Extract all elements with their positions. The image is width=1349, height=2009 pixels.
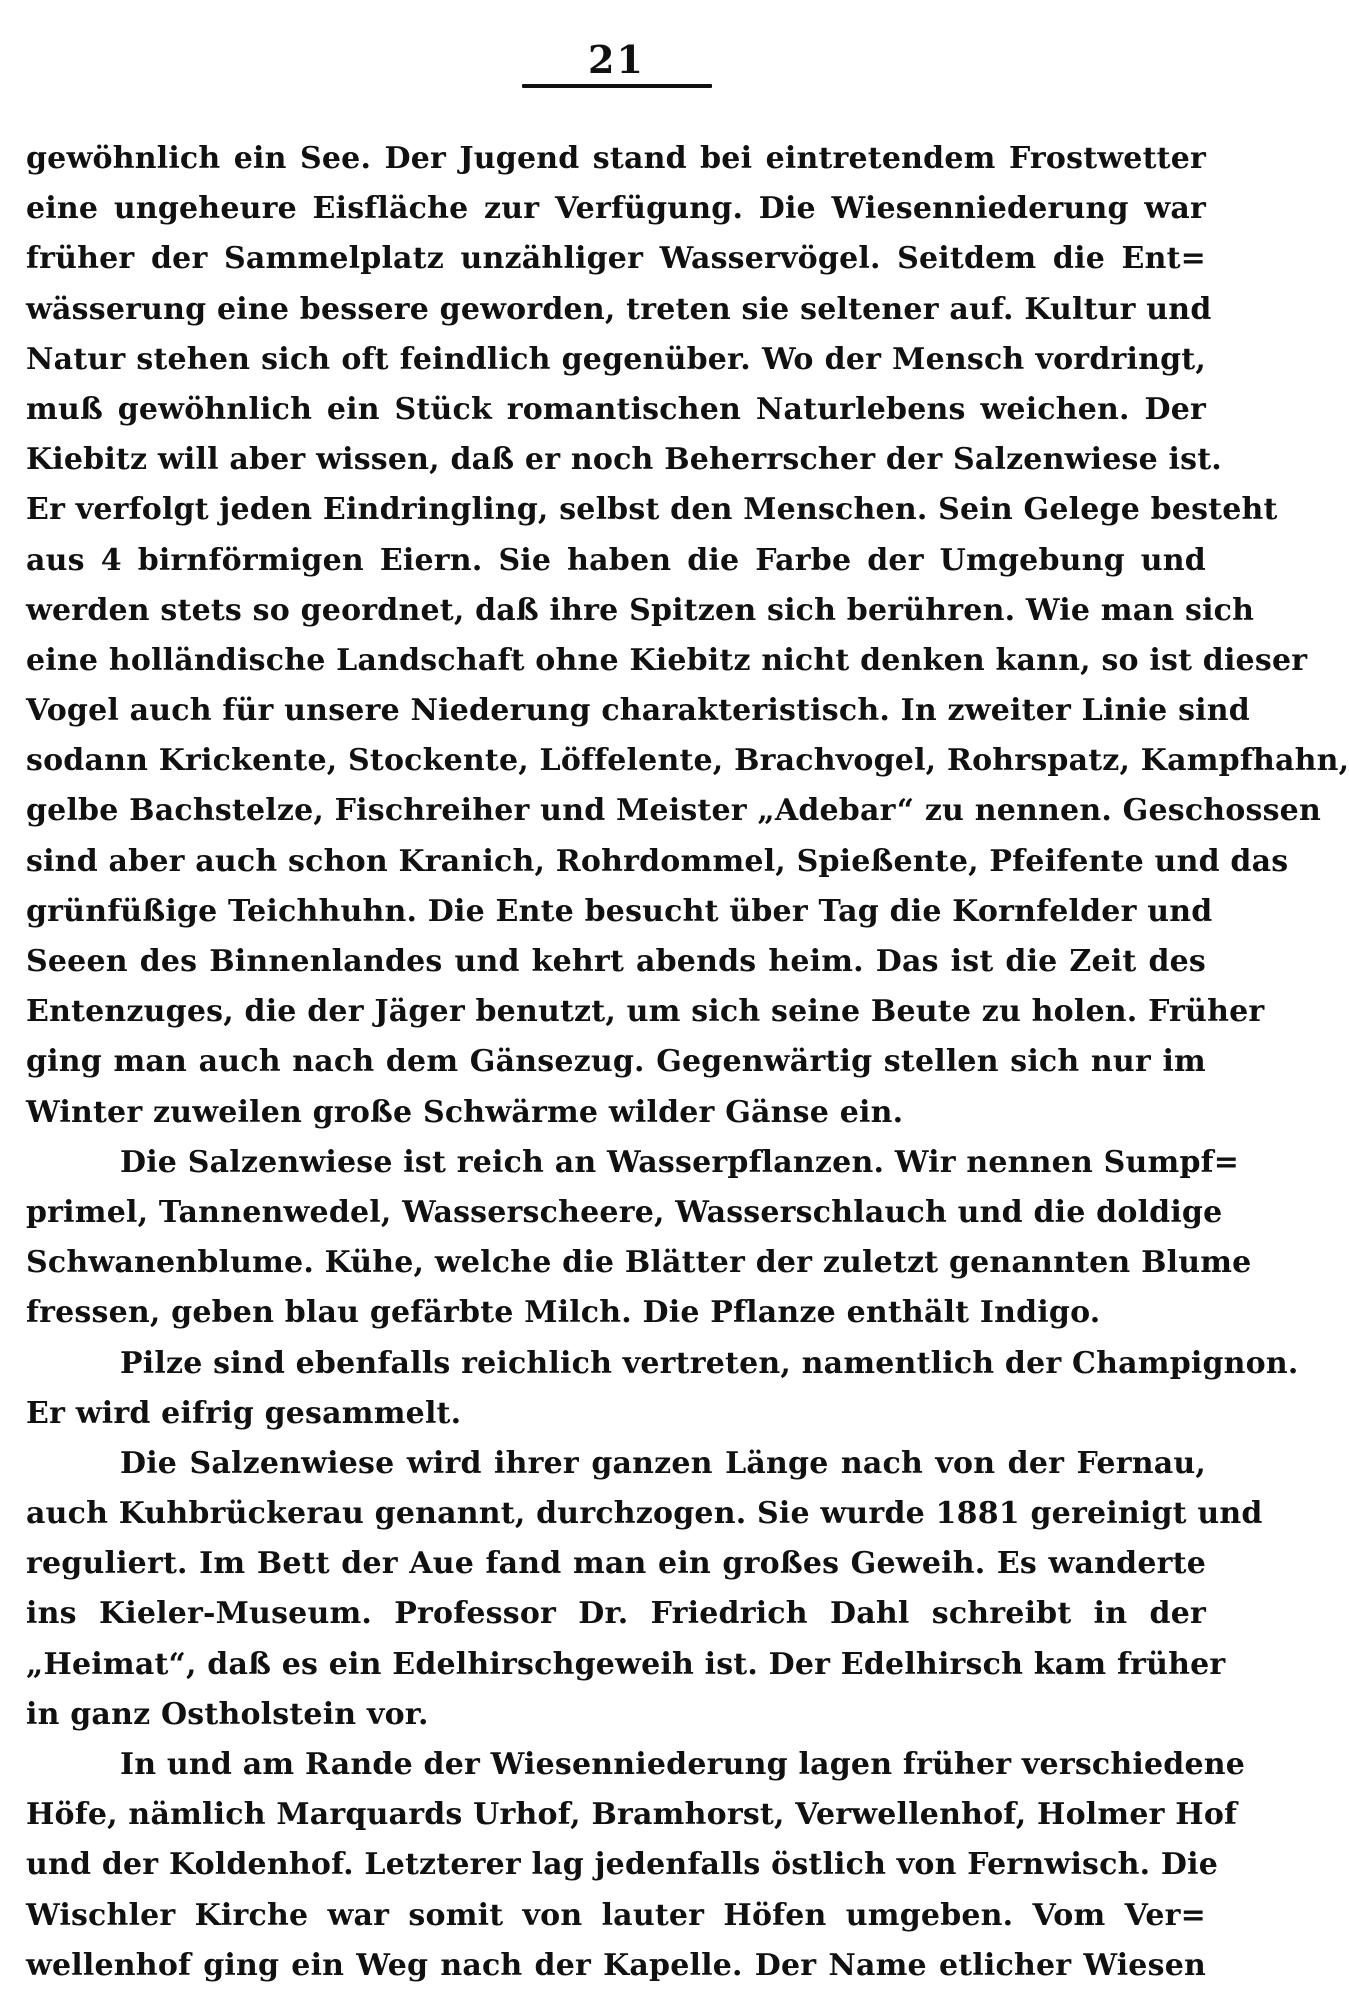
text-line: Wischler Kirche war somit von lauter Höfen umgeben. Vom Ver=	[26, 1897, 1206, 1933]
page-number: 21	[588, 37, 645, 82]
text-line: reguliert. Im Bett der Aue fand man ein großes Geweih. Es wanderte	[26, 1546, 1206, 1582]
text-line: Pilze sind ebenfalls reichlich vertreten, namentlich der Champignon.	[120, 1345, 1299, 1381]
text-line: Schwanenblume. Kühe, welche die Blätter der zuletzt genannten Blume	[26, 1245, 1252, 1281]
text-line: eine ungeheure Eisfläche zur Verfügung. Die Wiesenniederung war	[26, 191, 1206, 227]
text-line: Kiebitz will aber wissen, daß er noch Beherrscher der Salzenwiese ist.	[26, 442, 1222, 478]
text-line: primel, Tannenwedel, Wasserscheere, Wasserschlauch und die doldige	[26, 1194, 1223, 1230]
text-line: Er wird eifrig gesammelt.	[26, 1395, 462, 1431]
text-line: Entenzuges, die der Jäger benutzt, um sich seine Beute zu holen. Früher	[26, 994, 1265, 1030]
text-line: ins Kieler-Museum. Professor Dr. Friedrich Dahl schreibt in der	[26, 1596, 1206, 1632]
text-line: wellenhof ging ein Weg nach der Kapelle. Der Name etlicher Wiesen	[26, 1947, 1206, 1983]
text-line: in ganz Ostholstein vor.	[26, 1696, 429, 1732]
text-line: Höfe, nämlich Marquards Urhof, Bramhorst, Verwellenhof, Holmer Hof	[26, 1797, 1238, 1833]
text-line: sind aber auch schon Kranich, Rohrdommel, Spießente, Pfeifente und das	[26, 843, 1289, 879]
text-line: sodann Krickente, Stockente, Löffelente, Brachvogel, Rohrspatz, Kampfhahn,	[26, 743, 1349, 779]
text-line: Seeen des Binnenlandes und kehrt abends heim. Das ist die Zeit des	[26, 944, 1206, 979]
text-line: gewöhnlich ein See. Der Jugend stand bei eintretendem Frostwetter	[26, 141, 1206, 176]
text-line: aus 4 birnförmigen Eiern. Sie haben die Farbe der Umgebung und	[26, 542, 1206, 578]
text-line: Er verfolgt jeden Eindringling, selbst den Menschen. Sein Gelege besteht	[26, 492, 1278, 528]
text-line: ging man auch nach dem Gänsezug. Gegenwärtig stellen sich nur im	[26, 1044, 1206, 1080]
text-line: gelbe Bachstelze, Fischreiher und Meister „Adebar“ zu nennen. Geschossen	[26, 793, 1321, 829]
header-rule	[522, 84, 712, 88]
text-line: wässerung eine bessere geworden, treten sie seltener auf. Kultur und	[26, 291, 1212, 327]
text-line: eine holländische Landschaft ohne Kiebitz nicht denken kann, so ist dieser	[26, 642, 1308, 678]
text-line: Die Salzenwiese wird ihrer ganzen Länge nach von der Fernau,	[120, 1445, 1206, 1481]
text-line: werden stets so geordnet, daß ihre Spitzen sich berühren. Wie man sich	[26, 592, 1255, 628]
text-line: Natur stehen sich oft feindlich gegenüber. Wo der Mensch vordringt,	[26, 341, 1206, 377]
text-line: und der Koldenhof. Letzterer lag jedenfalls östlich von Fernwisch. Die	[26, 1847, 1219, 1883]
text-line: muß gewöhnlich ein Stück romantischen Naturlebens weichen. Der	[26, 391, 1206, 427]
body-text	[26, 134, 1349, 1991]
text-line: auch Kuhbrückerau genannt, durchzogen. Sie wurde 1881 gereinigt und	[26, 1496, 1263, 1532]
text-line: „Heimat“, daß es ein Edelhirschgeweih ist. Der Edelhirsch kam früher	[26, 1646, 1226, 1682]
text-line: In und am Rande der Wiesenniederung lagen früher verschiedene	[120, 1747, 1246, 1782]
text-line: fressen, geben blau gefärbte Milch. Die Pflanze enthält Indigo.	[26, 1295, 1101, 1331]
text-line: grünfüßige Teichhuhn. Die Ente besucht über Tag die Kornfelder und	[26, 893, 1213, 929]
page-header	[0, 38, 1233, 88]
text-line: Vogel auch für unsere Niederung charakteristisch. In zweiter Linie sind	[26, 693, 1250, 729]
text-line: früher der Sammelplatz unzähliger Wasservögel. Seitdem die Ent=	[26, 241, 1206, 277]
text-line: Die Salzenwiese ist reich an Wasserpflanzen. Wir nennen Sumpf=	[120, 1144, 1240, 1180]
text-line: Winter zuweilen große Schwärme wilder Gänse ein.	[26, 1094, 904, 1130]
